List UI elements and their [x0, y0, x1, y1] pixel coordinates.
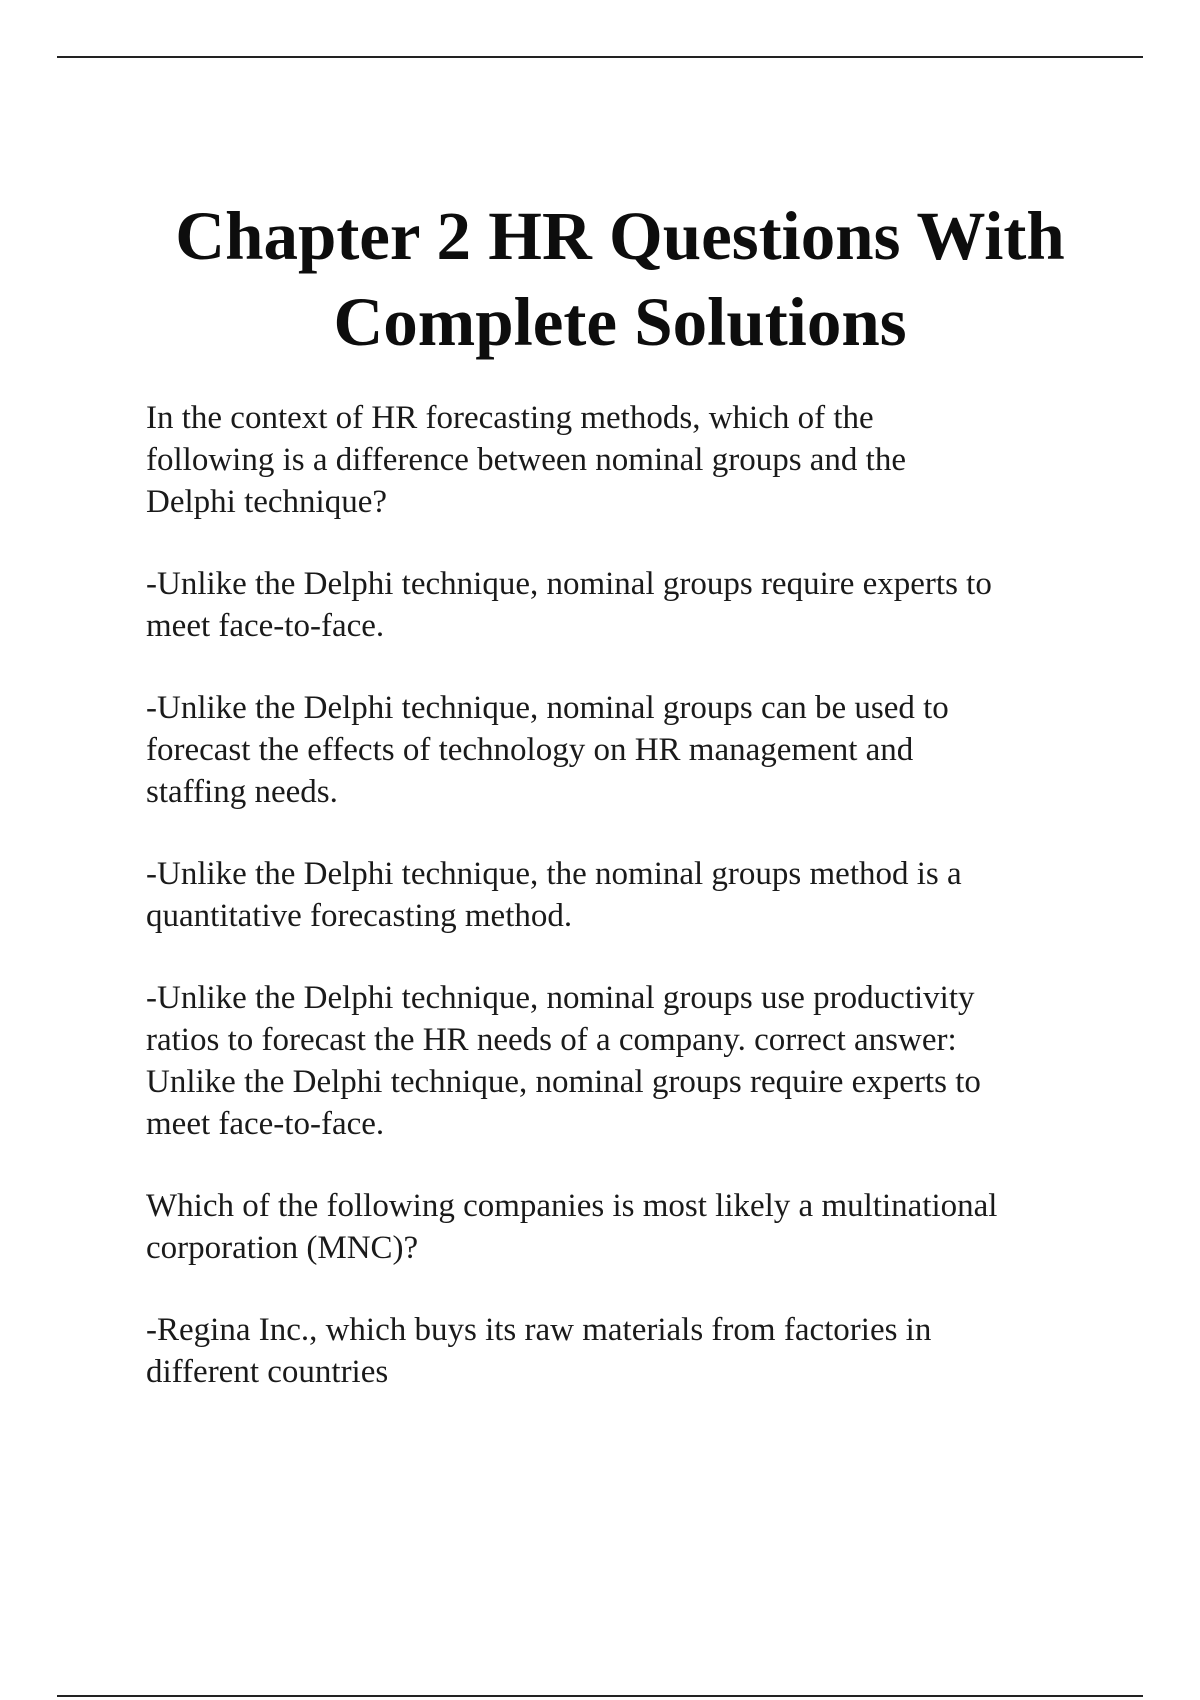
option-4-with-answer	[146, 977, 1146, 1145]
title-line: Complete Solutions	[333, 284, 907, 360]
text-line: staffing needs.	[146, 774, 338, 810]
text-line: corporation (MNC)?	[146, 1230, 419, 1266]
top-rule	[57, 56, 1143, 58]
text-line: -Regina Inc., which buys its raw materials from factories in	[146, 1312, 932, 1348]
option-5	[146, 1309, 1146, 1393]
page-title	[100, 193, 1140, 365]
text-line: -Unlike the Delphi technique, nominal groups use productivity	[146, 980, 975, 1016]
text-line: quantitative forecasting method.	[146, 898, 573, 934]
text-line: ratios to forecast the HR needs of a company. correct answer:	[146, 1022, 957, 1058]
question-2	[146, 1185, 1146, 1269]
text-line: -Unlike the Delphi technique, the nominal groups method is a	[146, 856, 962, 892]
text-line: Which of the following companies is most likely a multinational	[146, 1188, 998, 1224]
option-3	[146, 853, 1146, 937]
option-2	[146, 687, 1146, 813]
bottom-rule	[57, 1695, 1143, 1697]
title-line: Chapter 2 HR Questions With	[175, 198, 1065, 274]
text-line: meet face-to-face.	[146, 1106, 385, 1142]
text-line: meet face-to-face.	[146, 608, 385, 644]
option-1	[146, 563, 1146, 647]
text-line: -Unlike the Delphi technique, nominal groups can be used to	[146, 690, 949, 726]
document-body	[146, 397, 1146, 1433]
question-1	[146, 397, 1146, 523]
text-line: -Unlike the Delphi technique, nominal groups require experts to	[146, 566, 992, 602]
text-line: different countries	[146, 1354, 389, 1390]
text-line: In the context of HR forecasting methods, which of the	[146, 400, 874, 436]
text-line: following is a difference between nominal groups and the	[146, 442, 906, 478]
text-line: Delphi technique?	[146, 484, 387, 520]
text-line: forecast the effects of technology on HR management and	[146, 732, 914, 768]
text-line: Unlike the Delphi technique, nominal groups require experts to	[146, 1064, 981, 1100]
